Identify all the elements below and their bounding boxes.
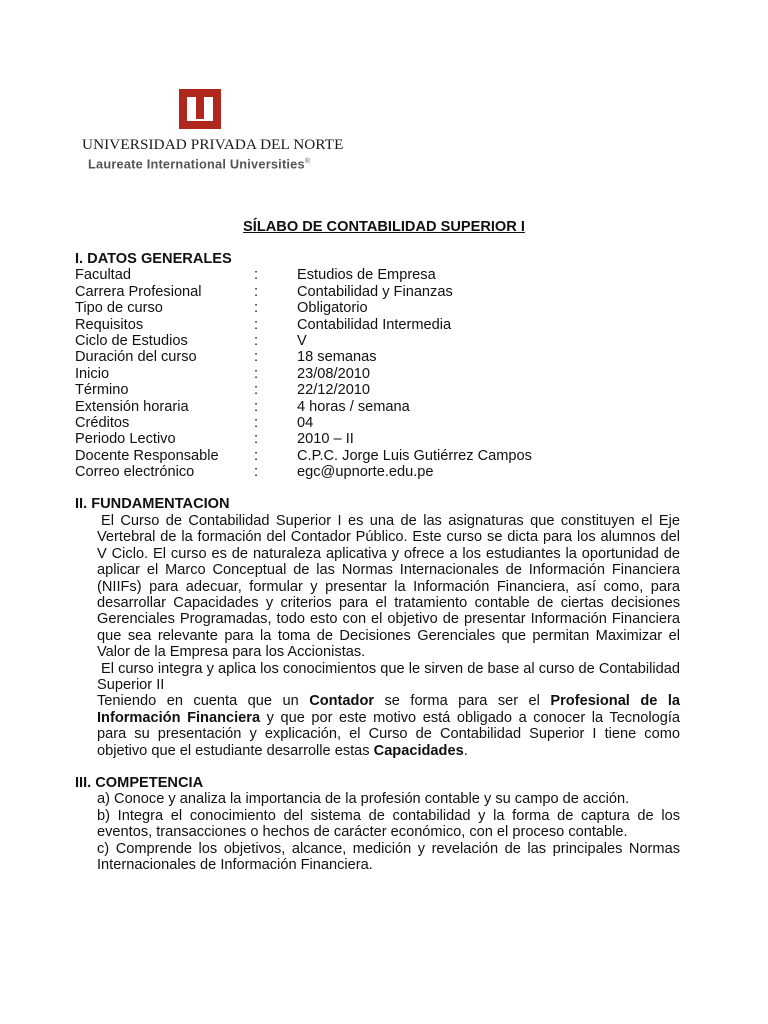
datos-value: 23/08/2010 (297, 365, 371, 382)
datos-row (75, 431, 680, 447)
university-name: UNIVERSIDAD PRIVADA DEL NORTE (82, 136, 344, 153)
datos-value: 2010 – II (297, 431, 354, 448)
datos-label: Carrera Profesional (75, 283, 202, 300)
datos-separator: : (254, 414, 259, 431)
datos-label: Periodo Lectivo (75, 431, 176, 448)
upn-logo-icon (179, 89, 221, 129)
datos-value: 22/12/2010 (297, 382, 371, 399)
datos-label: Inicio (75, 365, 110, 382)
competencia-item-b: b) Integra el conocimiento del sistema de contabilidad y la forma de captura de los eventos, transacciones o hechos de carácter económico, con el proceso contable. (97, 807, 680, 841)
syllabus-body (75, 251, 680, 873)
datos-row (75, 267, 680, 283)
datos-value: 4 horas / semana (297, 398, 410, 415)
datos-value: 04 (297, 414, 314, 431)
datos-separator: : (254, 365, 259, 382)
datos-row (75, 382, 680, 398)
fundamentacion-paragraph-1: El Curso de Contabilidad Superior I es una de las asignaturas que constituyen el Eje Vertebral de la formación del Contador Público. Este curso se dicta para los alumnos del V Ciclo. El curso es de naturaleza aplicativa y ofrece a los estudiantes la oportunidad de aplicar el Marco Conceptual de las Normas Internacionales de Información Financiera (NIIFs) para adecuar, formular y presentar la Información Financiera, así como, para desarrollar Capacidades y criterios para el tratamiento contable de ciertas decisiones Gerenciales Programadas, todo esto con el objetivo de presentar Información Financiera que sea relevante para la toma de Decisiones Gerenciales que permitan Maximizar el Valor de la Empresa para los Accionistas. (97, 512, 680, 661)
datos-label: Extensión horaria (75, 398, 189, 415)
datos-label: Requisitos (75, 316, 144, 333)
datos-row (75, 399, 680, 415)
datos-row (75, 415, 680, 431)
datos-label: Término (75, 382, 129, 399)
datos-value: 18 semanas (297, 349, 377, 366)
datos-label: Facultad (75, 267, 131, 284)
datos-separator: : (254, 349, 259, 366)
datos-label: Docente Responsable (75, 447, 219, 464)
datos-value: egc@upnorte.edu.pe (297, 464, 434, 481)
datos-value: Contabilidad y Finanzas (297, 283, 453, 300)
datos-row (75, 333, 680, 349)
datos-value: V (297, 332, 307, 349)
datos-separator: : (254, 431, 259, 448)
datos-separator: : (254, 382, 259, 399)
competencia-item-a: a) Conoce y analiza la importancia de la profesión contable y su campo de acción. (97, 791, 630, 808)
bold-contador: Contador (309, 693, 375, 710)
datos-value: C.P.C. Jorge Luis Gutiérrez Campos (297, 447, 532, 464)
datos-label: Ciclo de Estudios (75, 332, 188, 349)
section-heading-fundamentacion: II. FUNDAMENTACION (75, 496, 230, 513)
datos-label: Créditos (75, 414, 130, 431)
datos-label: Tipo de curso (75, 300, 163, 317)
datos-separator: : (254, 316, 259, 333)
datos-separator: : (254, 398, 259, 415)
datos-generales-table (75, 267, 680, 480)
datos-separator: : (254, 464, 259, 481)
datos-row (75, 366, 680, 382)
datos-separator: : (254, 300, 259, 317)
datos-row (75, 284, 680, 300)
datos-value: Estudios de Empresa (297, 267, 436, 284)
fundamentacion-paragraph-3: Teniendo en cuenta que un Contador se forma para ser el Profesional de la Información Financiera y que por este motivo está obligado a conocer la Tecnología para su presentación y explicación, el Curso de Contabilidad Superior I tiene como objetivo que el estudiante desarrolle estas Capacidades. (97, 693, 680, 759)
network-name: Laureate International Universities® (88, 156, 311, 172)
datos-separator: : (254, 283, 259, 300)
document-title: SÍLABO DE CONTABILIDAD SUPERIOR I (243, 219, 525, 235)
section-heading-datos: I. DATOS GENERALES (75, 251, 232, 267)
datos-label: Correo electrónico (75, 464, 195, 481)
bold-capacidades: Capacidades (373, 742, 464, 759)
datos-row (75, 448, 680, 464)
competencia-item-c: c) Comprende los objetivos, alcance, medición y revelación de las principales Normas Internacionales de Información Financiera. (97, 840, 680, 874)
datos-separator: : (254, 332, 259, 349)
datos-separator: : (254, 447, 259, 464)
datos-value: Contabilidad Intermedia (297, 316, 452, 333)
datos-row (75, 464, 680, 480)
datos-separator: : (254, 267, 259, 284)
datos-row (75, 349, 680, 365)
section-heading-competencia: III. COMPETENCIA (75, 774, 204, 791)
registered-mark: ® (304, 158, 311, 165)
datos-row (75, 317, 680, 333)
fundamentacion-paragraph-2: El curso integra y aplica los conocimientos que le sirven de base al curso de Contabilidad Superior II (97, 660, 680, 693)
datos-row (75, 300, 680, 316)
datos-label: Duración del curso (75, 349, 197, 366)
bold-profesional: Profesional de la Información Financiera (97, 693, 680, 726)
datos-value: Obligatorio (297, 300, 368, 317)
